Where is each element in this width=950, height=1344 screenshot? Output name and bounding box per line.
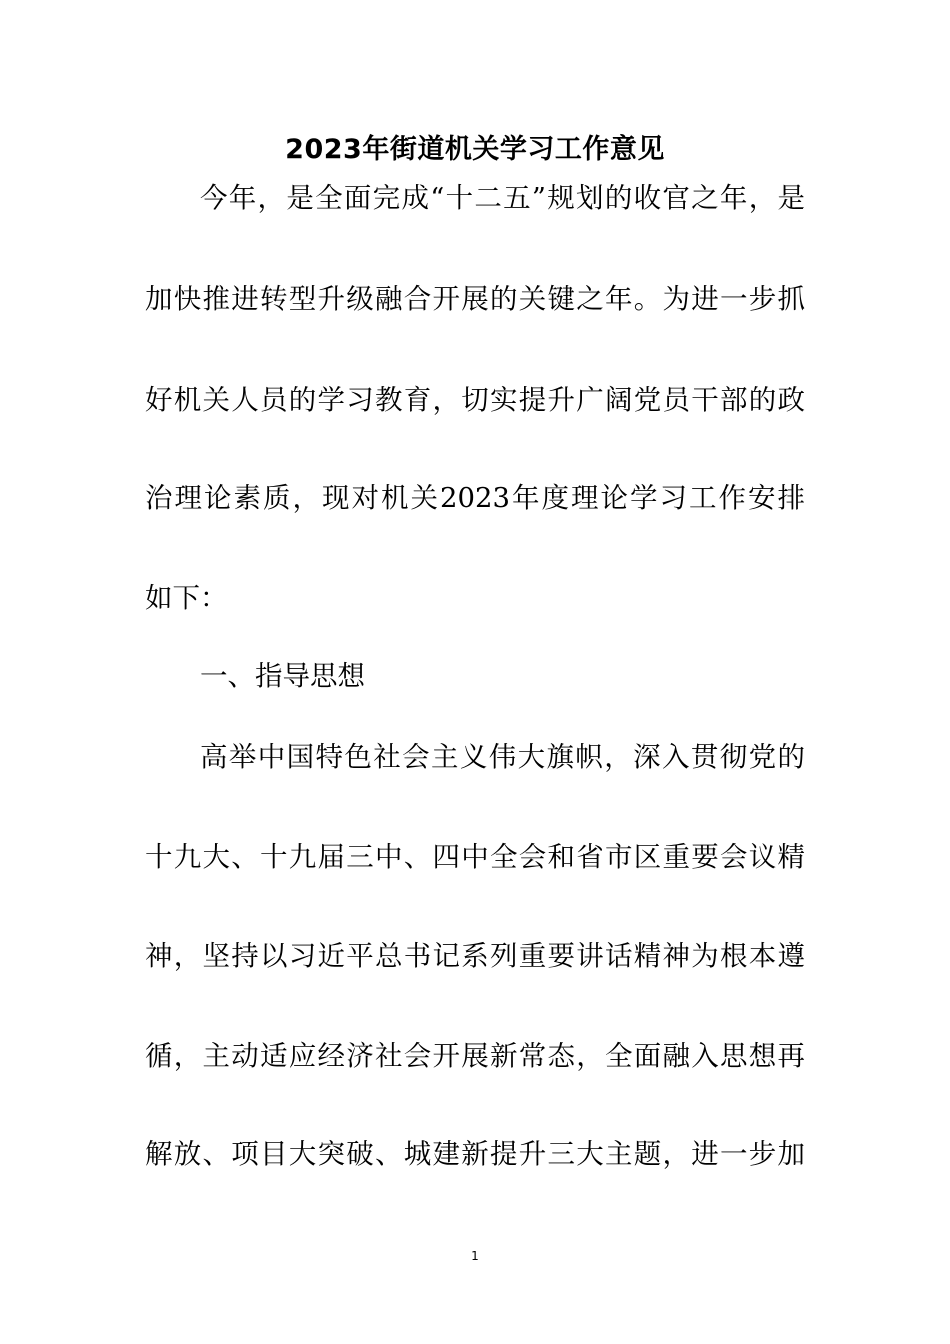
paragraph-line: 高举中国特色社会主义伟大旗帜，深入贯彻党的 [200, 741, 805, 773]
paragraph-line: 解放、项目大突破、城建新提升三大主题，进一步加 [145, 1138, 805, 1170]
paragraph-line: 神，坚持以习近平总书记系列重要讲话精神为根本遵 [145, 940, 805, 972]
section-heading: 一、指导思想 [200, 660, 365, 692]
paragraph-line: 好机关人员的学习教育，切实提升广阔党员干部的政 [145, 384, 805, 416]
paragraph-line: 加快推进转型升级融合开展的关键之年。为进一步抓 [145, 283, 805, 315]
paragraph-line: 如下： [145, 582, 228, 614]
document-title: 2023年街道机关学习工作意见 [285, 134, 665, 165]
page-number: 1 [471, 1249, 479, 1263]
paragraph-line: 今年，是全面完成“十二五”规划的收官之年，是 [200, 182, 805, 214]
paragraph-line: 循，主动适应经济社会开展新常态，全面融入思想再 [145, 1040, 805, 1072]
paragraph-line: 十九大、十九届三中、四中全会和省市区重要会议精 [145, 841, 805, 873]
paragraph-line: 治理论素质，现对机关2023年度理论学习工作安排 [145, 482, 805, 514]
